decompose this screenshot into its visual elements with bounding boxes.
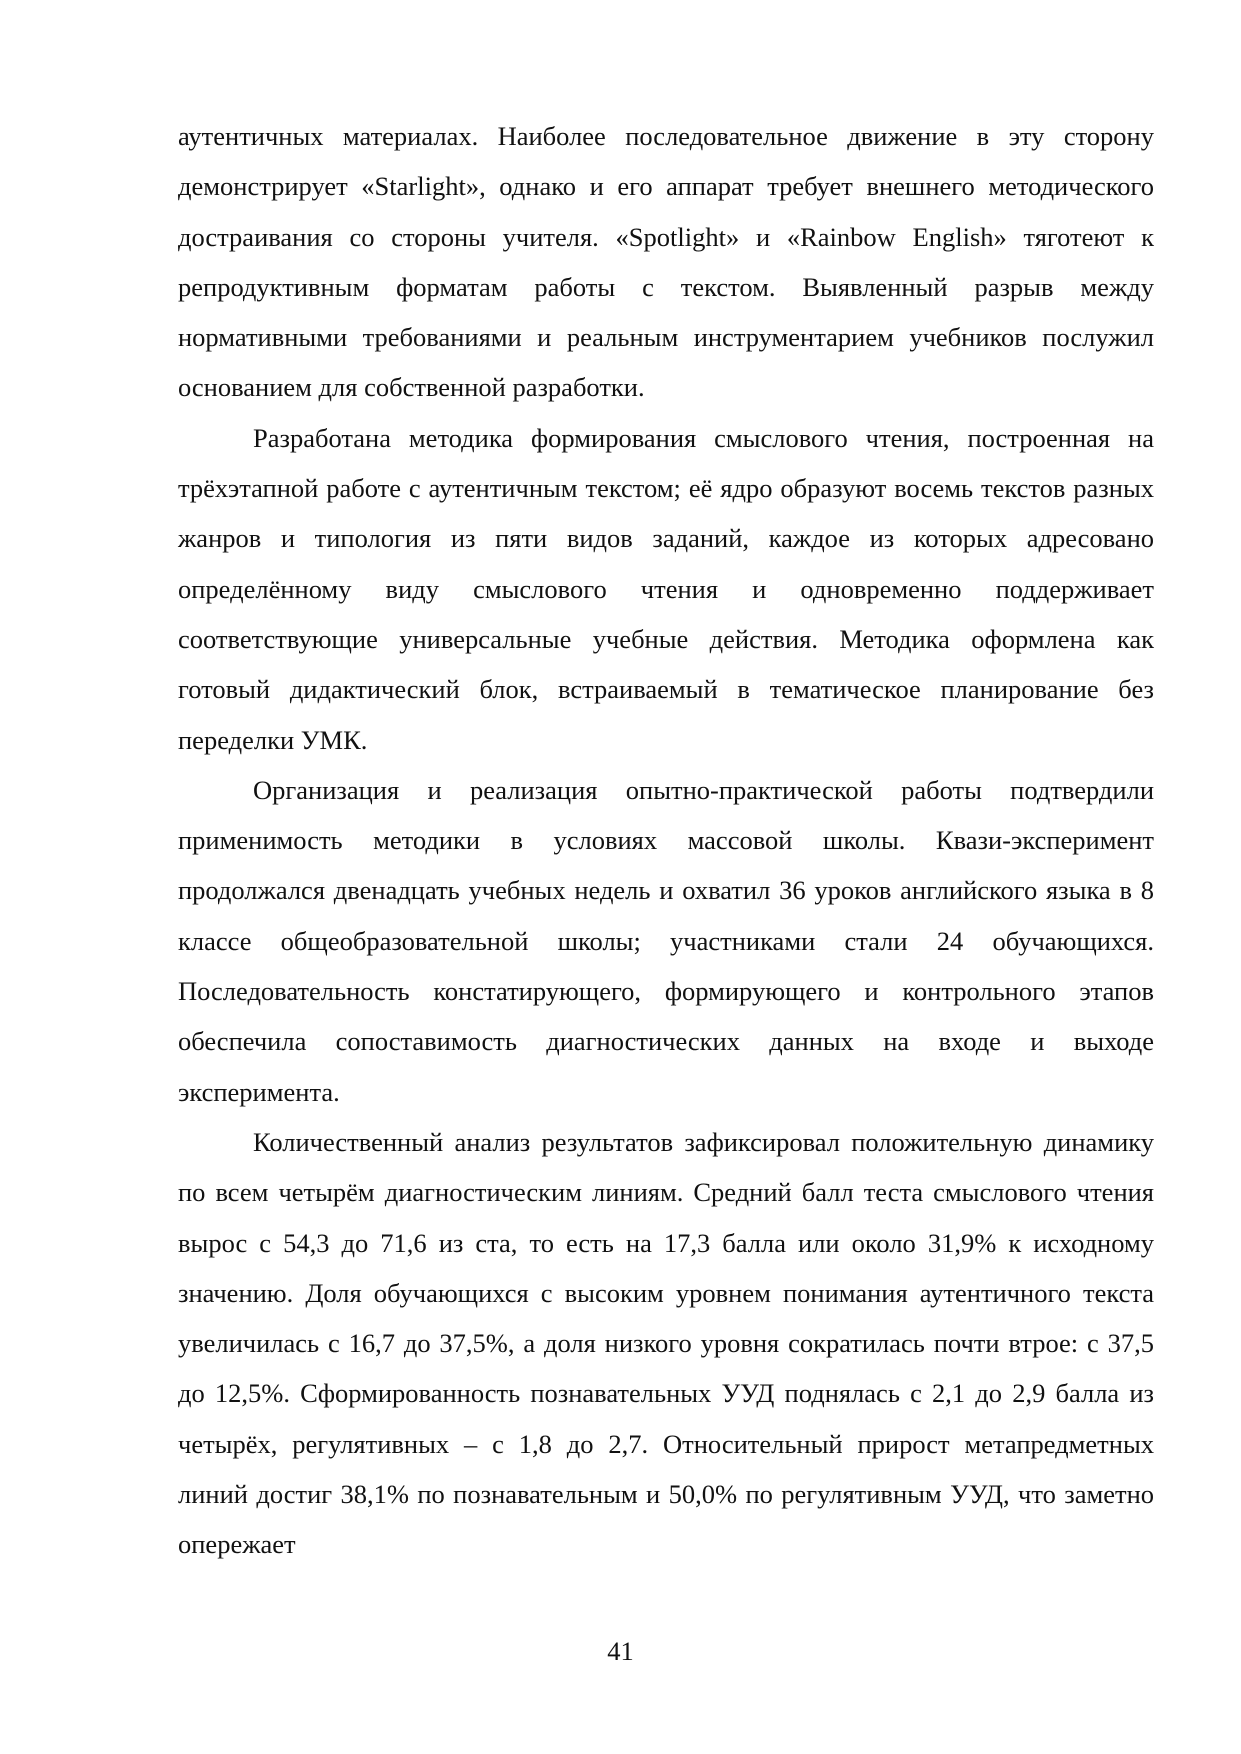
- paragraph-methodology: Разработана методика формирования смыслового чтения, построенная на трёхэтапной работе с аутентичным текстом; её ядро образуют восемь текстов разных жанров и типология из пяти видов заданий, каждое из которых адресовано определённому виду смыслового чтения и одновременно поддерживает соответствующие универсальные учебные действия. Методика оформлена как готовый дидактический блок, встраиваемый в тематическое планирование без переделки УМК.: [178, 422, 1154, 755]
- paragraph-experiment: Организация и реализация опытно-практической работы подтвердили применимость методики в условиях массовой школы. Квази-эксперимент продолжался двенадцать учебных недель и охватил 36 уроков английского языка в 8 классе общеобразовательной школы; участниками стали 24 обучающихся. Последовательность констатирующего, формирующего и контрольного этапов обеспечила сопоставимость диагностических данных на входе и выходе эксперимента.: [178, 774, 1154, 1107]
- paragraph-results: Количественный анализ результатов зафиксировал положительную динамику по всем четырём диагностическим линиям. Средний балл теста смыслового чтения вырос с 54,3 до 71,6 из ста, то есть на 17,3 балла или около 31,9% к исходному значению. Доля обучающихся с высоким уровнем понимания аутентичного текста увеличилась с 16,7 до 37,5%, а доля низкого уровня сократилась почти втрое: с 37,5 до 12,5%. Сформированность познавательных УУД поднялась с 2,1 до 2,9 балла из четырёх, регулятивных – с 1,8 до 2,7. Относительный прирост метапредметных линий достиг 38,1% по познавательным и 50,0% по регулятивным УУД, что заметно опережает: [178, 1126, 1154, 1560]
- page-number: 41: [607, 1636, 634, 1666]
- body-text: [178, 111, 1154, 1570]
- paragraph-continuation: аутентичных материалах. Наиболее последовательное движение в эту сторону демонстрирует «Starlight», однако и его аппарат требует внешнего методического достраивания со стороны учителя. «Spotlight» и «Rainbow English» тяготеют к репродуктивным форматам работы с текстом. Выявленный разрыв между нормативными требованиями и реальным инструментарием учебников послужил основанием для собственной разработки.: [178, 121, 1154, 403]
